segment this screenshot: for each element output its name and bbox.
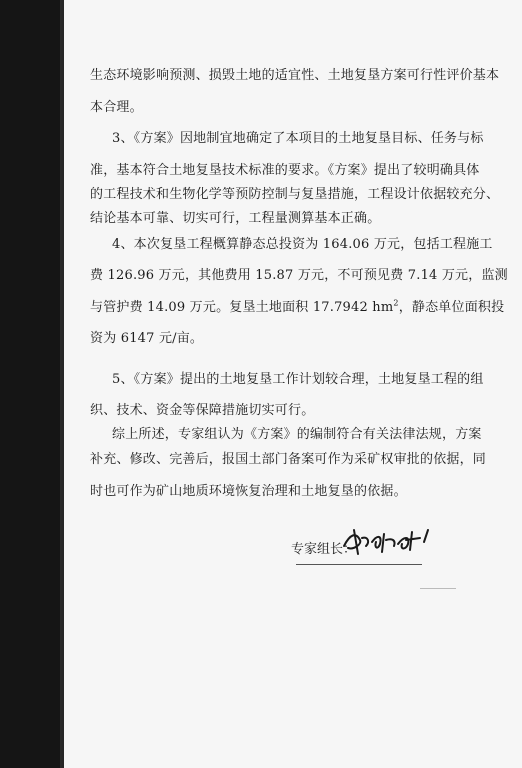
text-line-part: 与管护费 14.09 万元。复垦土地面积 17.7942 hm: [90, 300, 394, 315]
text-line: 3、《方案》因地制宜地确定了本项目的土地复垦目标、任务与标: [112, 131, 484, 146]
faint-mark: [420, 588, 456, 589]
text-line: 的工程技术和生物化学等预防控制与复垦措施，工程设计依据较充分、: [90, 187, 500, 202]
scan-dark-edge: [0, 0, 64, 768]
text-line: 时也可作为矿山地质环境恢复治理和土地复垦的依据。: [90, 484, 407, 499]
text-line: 费 126.96 万元，其他费用 15.87 万元，不可预见费 7.14 万元，监测: [90, 268, 508, 283]
text-line: 综上所述，专家组认为《方案》的编制符合有关法律法规，方案: [112, 427, 482, 442]
text-line: 补充、修改、完善后，报国土部门备案可作为采矿权审批的依据，同: [90, 452, 487, 467]
text-line: 织、技术、资金等保障措施切实可行。: [90, 403, 315, 418]
text-line: [90, 300, 504, 316]
handwritten-signature: [340, 524, 436, 560]
signature-underline: [296, 564, 422, 565]
text-line: 资为 6147 元/亩。: [90, 331, 204, 346]
text-line-part: ，静态单位面积投: [398, 300, 505, 315]
text-line: 5、《方案》提出的土地复垦工作计划较合理，土地复垦工程的组: [112, 372, 484, 387]
text-line: 4、本次复垦工程概算静态总投资为 164.06 万元，包括工程施工: [112, 237, 493, 252]
text-line: 生态环境影响预测、损毁土地的适宜性、土地复垦方案可行性评价基本: [90, 68, 500, 83]
text-line: 本合理。: [90, 100, 143, 115]
superscript: 2: [393, 298, 399, 308]
text-line: 结论基本可靠、切实可行，工程量测算基本正确。: [90, 211, 381, 226]
text-line: 准，基本符合土地复垦技术标准的要求。《方案》提出了较明确具体: [90, 163, 480, 178]
signature-label: 专家组长：: [291, 542, 357, 557]
